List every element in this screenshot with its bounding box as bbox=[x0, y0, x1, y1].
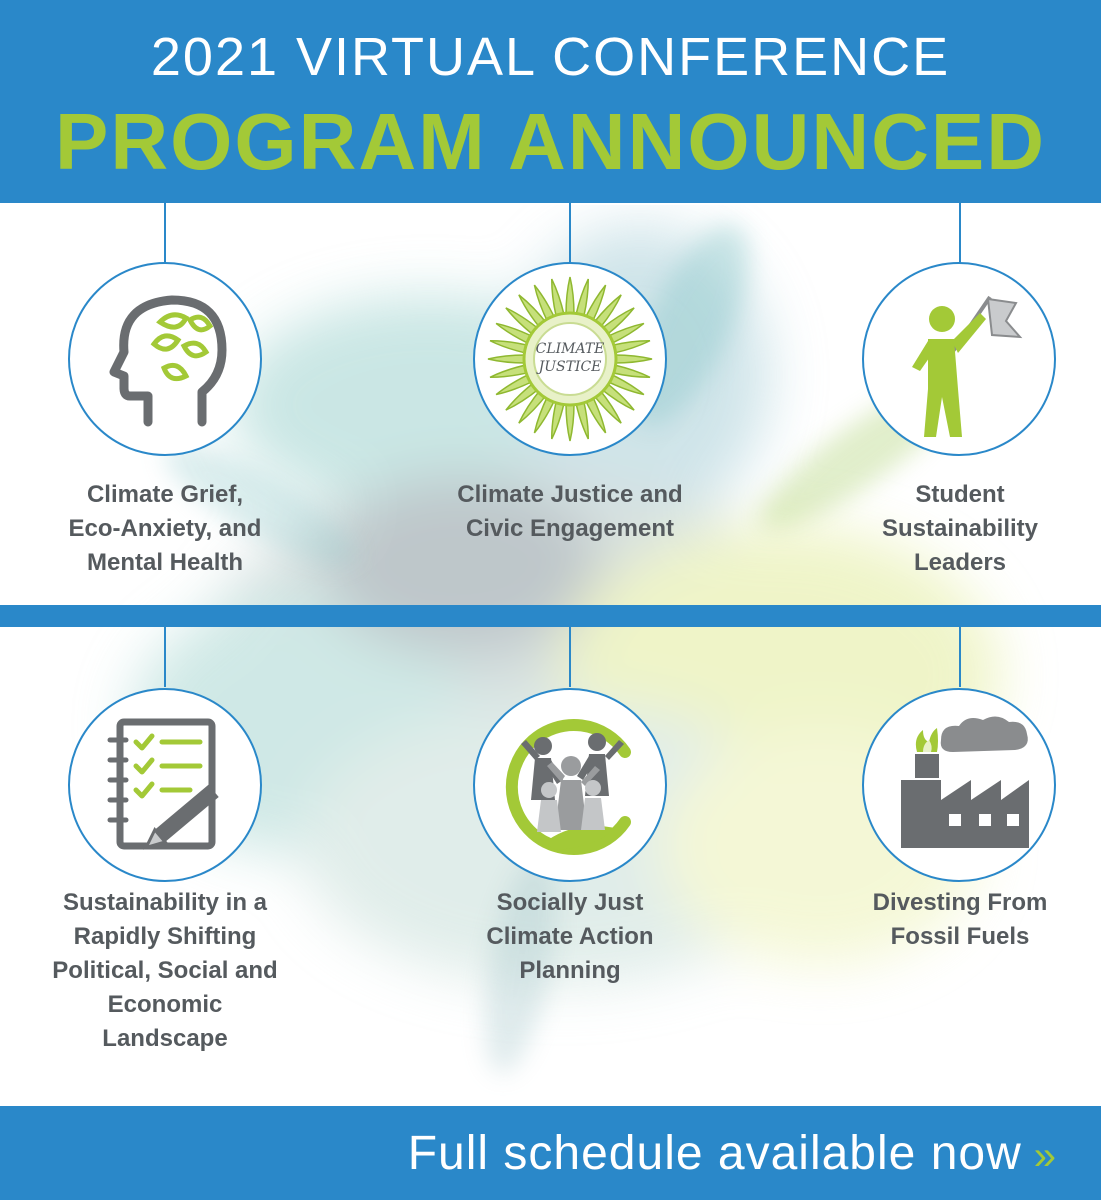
factory-smoke-icon bbox=[879, 710, 1039, 860]
topic-title: Climate Grief, Eco-Anxiety, and Mental Health bbox=[68, 481, 262, 576]
badge-line1: CLIMATE bbox=[535, 341, 605, 357]
topic-title: Student Sustainability Leaders bbox=[881, 481, 1039, 576]
badge-line2: JUSTICE bbox=[538, 359, 602, 375]
connector-line bbox=[569, 627, 571, 687]
head-leaves-icon bbox=[90, 284, 240, 434]
row-divider bbox=[0, 605, 1101, 627]
topic-title: Socially Just Climate Action Planning bbox=[486, 889, 654, 984]
full-schedule-link[interactable] bbox=[408, 1126, 1057, 1181]
topic-icon-circle bbox=[473, 688, 667, 882]
header-title: 2021 VIRTUAL CONFERENCE bbox=[150, 27, 951, 87]
connector-line bbox=[164, 203, 166, 263]
header-banner bbox=[0, 0, 1101, 203]
connector-line bbox=[164, 627, 166, 687]
sunflower-icon bbox=[482, 271, 658, 447]
connector-line bbox=[959, 203, 961, 263]
connector-line bbox=[959, 627, 961, 687]
person-flag-icon bbox=[884, 279, 1034, 439]
topic-icon-circle bbox=[862, 262, 1056, 456]
topic-icon-circle bbox=[862, 688, 1056, 882]
topic-title: Sustainability in a Rapidly Shifting Political, Social and Economic Landscape bbox=[52, 889, 278, 1052]
topic-title: Climate Justice and Civic Engagement bbox=[457, 481, 683, 542]
full-schedule-link-text: Full schedule available now bbox=[407, 1127, 1022, 1180]
footer-banner bbox=[0, 1106, 1101, 1200]
connector-line bbox=[569, 203, 571, 263]
header-subtitle: PROGRAM ANNOUNCED bbox=[54, 97, 1047, 186]
double-chevron-right-icon: » bbox=[1033, 1134, 1057, 1178]
topic-icon-circle bbox=[68, 688, 262, 882]
topic-icon-circle bbox=[473, 262, 667, 456]
checklist-notebook-icon bbox=[90, 710, 240, 860]
topic-icon-circle bbox=[68, 262, 262, 456]
topic-title: Divesting From Fossil Fuels bbox=[872, 889, 1048, 950]
people-circle-icon bbox=[485, 700, 655, 870]
